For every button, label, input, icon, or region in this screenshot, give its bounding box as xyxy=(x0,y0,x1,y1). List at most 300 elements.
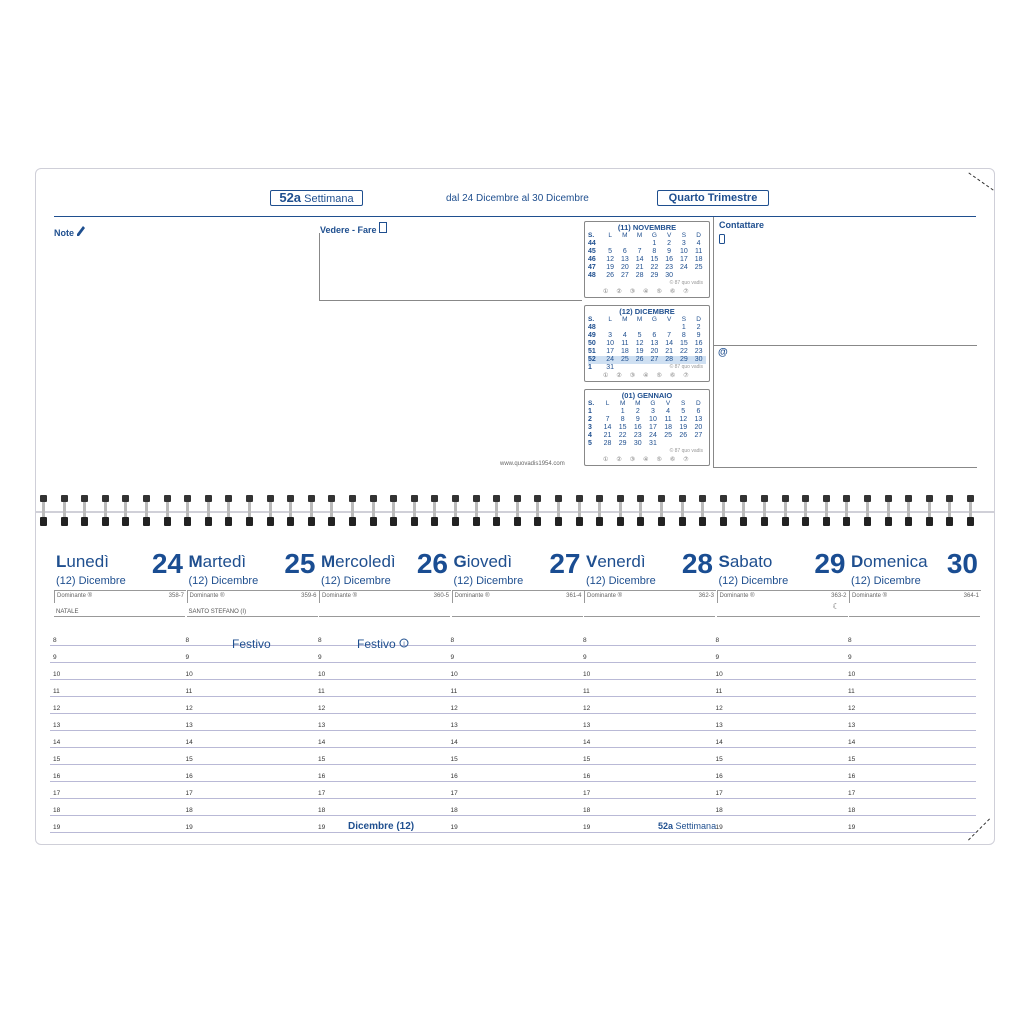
day-number: 29 xyxy=(814,548,846,579)
hour-number: 14 xyxy=(450,739,458,746)
footer-week xyxy=(658,821,716,831)
spiral-ring xyxy=(617,495,624,525)
hour-number: 10 xyxy=(715,671,723,678)
day-name-rest: iovedì xyxy=(466,552,513,571)
vedere-label: Vedere - Fare xyxy=(320,225,377,235)
day-month: (12) Dicembre xyxy=(56,575,126,587)
day-cell: 5 xyxy=(681,408,686,415)
spiral-ring xyxy=(308,495,315,525)
note-label: Note xyxy=(54,228,74,238)
spiral-ring xyxy=(267,495,274,525)
day-cell: 16 xyxy=(633,424,642,431)
day-name-rest: enerdì xyxy=(597,552,646,571)
day-number: 26 xyxy=(416,548,448,579)
hour-grid xyxy=(50,629,976,833)
day-cell: 10 xyxy=(649,416,657,423)
hour-number: 19 xyxy=(715,824,723,831)
day-cell: 24 xyxy=(679,264,688,271)
weekday-dots: ①②③④⑤⑥⑦ xyxy=(603,373,697,379)
spiral-ring xyxy=(740,495,747,525)
mini-calendar-title: (11) NOVEMBRE xyxy=(617,223,677,232)
hour-number: 14 xyxy=(715,739,723,746)
day-name xyxy=(56,552,109,572)
weekday-header: S xyxy=(681,316,687,323)
day-cell: 20 xyxy=(694,424,703,431)
day-cell: 28 xyxy=(662,356,677,364)
calendar-copyright: © 87 quo vadis xyxy=(669,364,703,370)
header-underline xyxy=(452,616,583,617)
weekday-header: D xyxy=(696,316,701,323)
day-cell: 1 xyxy=(681,324,686,331)
weekly-planner-page xyxy=(35,168,995,845)
hour-number: 17 xyxy=(450,790,458,797)
day-cell: 25 xyxy=(664,432,672,439)
weekday-header: S. xyxy=(588,400,595,407)
holiday-label: NATALE xyxy=(56,609,79,615)
hour-number: 10 xyxy=(583,671,591,678)
hour-number: 17 xyxy=(53,790,61,797)
day-name xyxy=(189,552,247,572)
hour-number: 19 xyxy=(185,824,193,831)
spiral-ring xyxy=(287,495,294,525)
weekday-dots: ①②③④⑤⑥⑦ xyxy=(603,289,697,295)
day-cell: 30 xyxy=(665,272,674,279)
day-column-header xyxy=(452,548,583,617)
note-section xyxy=(54,226,85,238)
weekday-header: M xyxy=(636,232,643,239)
holiday-label: SANTO STEFANO (I) xyxy=(188,609,247,615)
day-column-header xyxy=(849,548,980,617)
spiral-ring xyxy=(596,495,603,525)
dominante-label: Dominante ® xyxy=(852,593,888,599)
corner-perforation-top xyxy=(968,172,993,190)
hour-number: 19 xyxy=(848,824,856,831)
hour-number: 16 xyxy=(450,773,458,780)
spiral-ring xyxy=(411,495,418,525)
spiral-ring xyxy=(946,495,953,525)
day-name xyxy=(719,552,773,572)
spiral-ring xyxy=(40,495,47,525)
spiral-ring xyxy=(926,495,933,525)
day-name-initial: L xyxy=(56,552,67,571)
spiral-ring xyxy=(885,495,892,525)
mini-calendar-grid xyxy=(588,400,706,448)
spiral-ring xyxy=(802,495,809,525)
hour-number: 17 xyxy=(715,790,723,797)
spiral-ring xyxy=(555,495,562,525)
spiral-ring xyxy=(61,495,68,525)
hour-row xyxy=(50,731,976,748)
hour-number: 15 xyxy=(848,756,856,763)
hour-number: 14 xyxy=(53,739,61,746)
spiral-ring xyxy=(514,495,521,525)
spiral-ring xyxy=(823,495,830,525)
mini-calendar-title: (01) GENNAIO xyxy=(621,391,673,400)
day-cell: 28 xyxy=(635,272,644,279)
day-cell: 1 xyxy=(620,408,625,415)
day-cell: 27 xyxy=(694,432,703,439)
hour-number: 10 xyxy=(318,671,326,678)
day-cell: 17 xyxy=(679,256,688,263)
dominante-row xyxy=(54,590,186,603)
day-name-initial: V xyxy=(586,552,598,571)
day-cell: 6 xyxy=(652,332,657,339)
day-number: 24 xyxy=(151,548,183,579)
spiral-ring xyxy=(761,495,768,525)
spiral-ring xyxy=(720,495,727,525)
week-number-cell: 1 xyxy=(588,408,592,415)
hour-number: 8 xyxy=(715,637,720,644)
spiral-ring xyxy=(699,495,706,525)
day-cell xyxy=(662,324,677,332)
day-cell: 22 xyxy=(618,432,627,439)
week-number-cell: 4 xyxy=(588,432,592,439)
day-cell: 11 xyxy=(694,248,703,255)
day-cell: 4 xyxy=(696,240,701,247)
hour-number: 11 xyxy=(848,688,855,695)
weekday-header: M xyxy=(636,316,643,323)
spiral-ring xyxy=(143,495,150,525)
day-cell: 19 xyxy=(635,348,644,355)
day-cell: 25 xyxy=(618,356,633,364)
day-number: 25 xyxy=(284,548,316,579)
hour-number: 13 xyxy=(583,722,591,729)
day-cell xyxy=(647,364,662,372)
dominante-label: Dominante ® xyxy=(587,593,623,599)
week-number-cell: 44 xyxy=(588,240,596,247)
day-cell: 5 xyxy=(637,332,642,339)
day-of-year-code: 364-1 xyxy=(963,593,979,599)
day-cell: 9 xyxy=(696,332,701,339)
day-cell: 16 xyxy=(665,256,674,263)
hour-number: 17 xyxy=(583,790,591,797)
weekday-header: D xyxy=(696,232,701,239)
hour-number: 16 xyxy=(715,773,723,780)
day-cell xyxy=(603,240,618,248)
day-cell xyxy=(600,408,615,416)
dominante-label: Dominante ® xyxy=(454,593,490,599)
dominante-row xyxy=(187,590,319,603)
day-cell: 14 xyxy=(665,340,674,347)
day-cell: 7 xyxy=(605,416,610,423)
hour-number: 16 xyxy=(318,773,326,780)
weekday-header: S xyxy=(681,232,687,239)
day-month: (12) Dicembre xyxy=(851,575,921,587)
spiral-ring xyxy=(246,495,253,525)
hour-number: 15 xyxy=(583,756,591,763)
hour-number: 11 xyxy=(185,688,193,695)
day-of-year-code: 358-7 xyxy=(168,593,184,599)
day-cell xyxy=(632,324,647,332)
hour-number: 14 xyxy=(583,739,591,746)
spiral-ring xyxy=(658,495,665,525)
hour-number: 13 xyxy=(715,722,723,729)
day-cell: 30 xyxy=(633,440,642,447)
day-cell: 14 xyxy=(603,424,612,431)
contact-label: Contattare xyxy=(719,220,765,230)
day-cell: 22 xyxy=(679,348,688,355)
day-cell: 29 xyxy=(618,440,627,447)
spiral-ring xyxy=(390,495,397,525)
day-cell: 17 xyxy=(606,348,615,355)
dominante-row xyxy=(584,590,716,603)
spiral-ring xyxy=(864,495,871,525)
spiral-ring xyxy=(431,495,438,525)
day-cell: 23 xyxy=(665,264,674,271)
day-month: (12) Dicembre xyxy=(718,575,789,587)
hour-number: 12 xyxy=(450,705,458,712)
day-cell: 21 xyxy=(665,348,674,355)
hour-number: 19 xyxy=(318,824,326,831)
hour-number: 10 xyxy=(53,671,61,678)
day-cell: 12 xyxy=(635,340,644,347)
day-cell xyxy=(618,364,633,372)
weekday-header: L xyxy=(608,232,612,239)
day-cell: 24 xyxy=(649,432,657,439)
contact-divider xyxy=(714,345,977,346)
day-name xyxy=(321,552,396,572)
dominante-label: Dominante ® xyxy=(719,593,755,599)
week-number-cell: 51 xyxy=(588,348,596,355)
weekday-dots: ①②③④⑤⑥⑦ xyxy=(603,457,697,463)
day-cell xyxy=(676,440,691,448)
header-underline xyxy=(584,616,715,617)
day-cell: 26 xyxy=(679,432,688,439)
day-cell: 11 xyxy=(621,340,629,347)
spiral-ring xyxy=(905,495,912,525)
day-cell: 29 xyxy=(650,272,659,279)
dominante-row xyxy=(717,590,849,603)
hour-row xyxy=(50,697,976,714)
dominante-row xyxy=(849,590,981,603)
day-column-header xyxy=(584,548,715,617)
hour-number: 10 xyxy=(848,671,856,678)
day-cell xyxy=(691,272,706,280)
spiral-ring xyxy=(184,495,191,525)
day-name-rest: abato xyxy=(729,552,773,571)
hour-number: 11 xyxy=(53,688,60,695)
hour-row xyxy=(50,799,976,816)
day-cell: 13 xyxy=(694,416,703,423)
week-word: Settimana xyxy=(304,193,354,205)
hour-number: 12 xyxy=(583,705,591,712)
weekday-header: L xyxy=(605,400,610,407)
day-cell: 24 xyxy=(603,356,618,364)
hour-number: 8 xyxy=(848,637,852,644)
day-name xyxy=(454,552,513,572)
hour-number: 19 xyxy=(450,824,458,831)
day-cell: 14 xyxy=(635,256,644,263)
hour-number: 9 xyxy=(318,654,322,661)
spiral-binding xyxy=(36,489,994,531)
footer-week-number: 52a xyxy=(658,821,674,831)
day-cell xyxy=(603,324,618,332)
week-number-cell: 50 xyxy=(588,340,596,347)
spiral-ring xyxy=(452,495,459,525)
weekday-header: V xyxy=(665,400,671,407)
day-cell: 28 xyxy=(603,440,612,447)
hour-number: 11 xyxy=(318,688,325,695)
dominante-row xyxy=(319,590,451,603)
email-at-label: @ xyxy=(718,347,728,358)
weekday-header: M xyxy=(622,316,628,323)
mobile-phone-icon xyxy=(719,234,725,244)
day-of-year-code: 360-5 xyxy=(433,593,449,599)
hour-number: 12 xyxy=(848,705,856,712)
day-cell: 6 xyxy=(622,248,627,255)
day-cell: 20 xyxy=(620,264,629,271)
spiral-ring xyxy=(102,495,109,525)
spiral-ring xyxy=(576,495,583,525)
day-cell: 2 xyxy=(667,240,672,247)
day-cell: 4 xyxy=(622,332,627,339)
spiral-ring xyxy=(81,495,88,525)
day-of-year-code: 359-6 xyxy=(301,593,317,599)
spiral-ring xyxy=(637,495,644,525)
spiral-ring xyxy=(967,495,974,525)
spiral-ring xyxy=(225,495,232,525)
hour-row xyxy=(50,646,976,663)
hour-number: 18 xyxy=(53,807,61,814)
spiral-ring xyxy=(473,495,480,525)
day-cell: 3 xyxy=(681,240,686,247)
spiral-ring xyxy=(164,495,171,525)
hour-row xyxy=(50,629,976,646)
hour-number: 15 xyxy=(318,756,326,763)
day-column-header xyxy=(319,548,450,617)
svg-text:i: i xyxy=(403,641,405,648)
week-number-cell: 2 xyxy=(588,416,592,423)
hour-number: 9 xyxy=(583,654,587,661)
hour-row xyxy=(50,714,976,731)
hour-number: 12 xyxy=(185,705,193,712)
day-cell: 9 xyxy=(635,416,640,423)
day-month: (12) Dicembre xyxy=(188,575,259,587)
day-cell: 18 xyxy=(694,256,703,263)
mini-calendar-grid xyxy=(588,232,706,280)
day-name-rest: omenica xyxy=(863,552,928,571)
mini-calendar-december xyxy=(584,305,710,382)
week-number-cell: 3 xyxy=(588,424,592,431)
day-cell: 26 xyxy=(606,272,615,279)
hour-number: 14 xyxy=(318,739,326,746)
day-cell: 27 xyxy=(647,356,662,364)
hour-number: 16 xyxy=(53,773,61,780)
weekday-header: S. xyxy=(588,232,595,239)
hour-number: 13 xyxy=(53,722,61,729)
hour-number: 18 xyxy=(715,807,723,814)
day-cell: 27 xyxy=(620,272,629,279)
website-url: www.quovadis1954.com xyxy=(500,461,565,467)
day-month: (12) Dicembre xyxy=(586,575,656,587)
header-underline xyxy=(319,616,450,617)
festivo-label-26-text: Festivo xyxy=(357,637,396,651)
day-cell: 15 xyxy=(618,424,627,431)
day-cell: 2 xyxy=(635,408,640,415)
day-cell: 30 xyxy=(691,356,706,364)
hour-number: 18 xyxy=(583,807,591,814)
hour-number: 19 xyxy=(583,824,591,831)
spiral-ring xyxy=(122,495,129,525)
vedere-box xyxy=(319,233,582,301)
hour-number: 10 xyxy=(185,671,193,678)
hour-number: 13 xyxy=(450,722,458,729)
hour-number: 11 xyxy=(715,688,723,695)
festivo-label-26 xyxy=(357,637,409,651)
hour-number: 12 xyxy=(53,705,61,712)
day-cell: 21 xyxy=(603,432,612,439)
day-cell: 19 xyxy=(679,424,688,431)
hour-number: 9 xyxy=(715,654,720,661)
week-number-cell: 49 xyxy=(588,332,596,339)
day-number: 27 xyxy=(549,548,581,579)
week-number-cell: 45 xyxy=(588,248,596,255)
hour-number: 9 xyxy=(53,654,57,661)
day-cell: 25 xyxy=(694,264,703,271)
weekday-header: D xyxy=(696,400,701,407)
hour-number: 8 xyxy=(53,637,57,644)
day-of-year-code: 361-4 xyxy=(566,593,582,599)
day-cell: 22 xyxy=(650,264,659,271)
hour-row xyxy=(50,680,976,697)
weekday-header: L xyxy=(608,316,612,323)
phone-outline-icon xyxy=(379,222,387,233)
hour-row xyxy=(50,748,976,765)
day-column-header xyxy=(54,548,185,617)
day-cell: 5 xyxy=(608,248,613,255)
header-underline xyxy=(54,616,185,617)
week-number-cell: 48 xyxy=(588,272,596,279)
circle-i-icon xyxy=(399,638,409,648)
spiral-ring xyxy=(534,495,541,525)
dominante-label: Dominante ® xyxy=(322,593,358,599)
quarter-box: Quarto Trimestre xyxy=(657,190,769,206)
day-name-initial: D xyxy=(851,552,864,571)
week-number: 52a xyxy=(279,190,302,205)
day-cell: 26 xyxy=(632,356,647,364)
week-number-cell: 1 xyxy=(588,364,592,371)
hour-number: 14 xyxy=(185,739,193,746)
hour-number: 11 xyxy=(583,688,590,695)
day-name-initial: S xyxy=(718,552,730,571)
day-name-initial: M xyxy=(188,552,203,571)
day-name-initial: M xyxy=(321,552,336,571)
footer-week-word: Settimana xyxy=(675,821,717,831)
hour-number: 8 xyxy=(583,637,587,644)
calendar-copyright: © 87 quo vadis xyxy=(669,448,703,454)
hour-number: 15 xyxy=(450,756,458,763)
mini-calendar-title: (12) DICEMBRE xyxy=(619,307,675,316)
moon-phase-icon: ☾ xyxy=(832,602,840,611)
day-column-header xyxy=(717,548,848,617)
hour-number: 9 xyxy=(185,654,190,661)
weekday-header: M xyxy=(635,400,641,407)
hour-line xyxy=(50,832,976,833)
hour-number: 8 xyxy=(450,637,455,644)
hour-row xyxy=(50,663,976,680)
mini-calendar-november xyxy=(584,221,710,298)
hour-number: 8 xyxy=(318,637,322,644)
day-cell: 12 xyxy=(606,256,615,263)
hour-number: 17 xyxy=(318,790,326,797)
hour-number: 18 xyxy=(185,807,193,814)
hour-number: 13 xyxy=(185,722,193,729)
day-number: 28 xyxy=(681,548,713,579)
day-cell: 10 xyxy=(606,340,615,347)
hour-number: 12 xyxy=(318,705,326,712)
spiral-ring xyxy=(349,495,356,525)
spiral-ring xyxy=(493,495,500,525)
